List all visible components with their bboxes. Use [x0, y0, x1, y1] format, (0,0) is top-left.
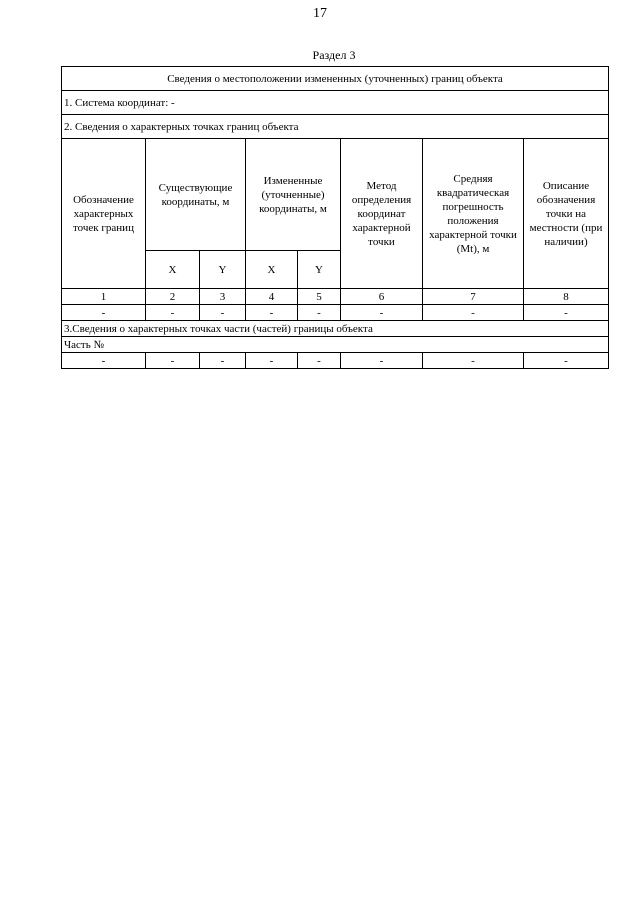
table-cell: - — [200, 353, 246, 369]
column-number: 4 — [246, 289, 298, 305]
header-changed-y: Y — [298, 251, 341, 289]
header-changed-x: X — [246, 251, 298, 289]
table-row — [62, 305, 609, 321]
table-cell: - — [524, 305, 609, 321]
table-cell: - — [423, 353, 524, 369]
table-cell: - — [298, 305, 341, 321]
header-description: Описание обозначения точки на местности (при наличии) — [524, 139, 609, 289]
column-number: 7 — [423, 289, 524, 305]
table-cell: - — [246, 353, 298, 369]
table-cell: - — [146, 353, 200, 369]
header-designation: Обозначение характерных точек границ — [62, 139, 146, 289]
table-cell: - — [524, 353, 609, 369]
column-numbers-row — [62, 289, 609, 305]
boundary-points-table — [61, 66, 609, 369]
table-row — [62, 353, 609, 369]
page-number: 17 — [313, 6, 327, 21]
header-existing-coords: Существующие координаты, м — [146, 139, 246, 251]
column-number: 5 — [298, 289, 341, 305]
table-cell: - — [146, 305, 200, 321]
parts-heading: 3.Сведения о характерных точках части (частей) границы объекта — [62, 321, 609, 337]
column-number: 1 — [62, 289, 146, 305]
column-number: 2 — [146, 289, 200, 305]
coordinate-system: 1. Система координат: - — [62, 91, 609, 115]
header-existing-y: Y — [200, 251, 246, 289]
table-title: Сведения о местоположении измененных (уточненных) границ объекта — [62, 67, 609, 91]
header-method: Метод определения координат характерной точки — [341, 139, 423, 289]
table-cell: - — [341, 305, 423, 321]
table-cell: - — [62, 353, 146, 369]
table-cell: - — [246, 305, 298, 321]
table-cell: - — [423, 305, 524, 321]
column-number: 3 — [200, 289, 246, 305]
table-cell: - — [341, 353, 423, 369]
points-heading: 2. Сведения о характерных точках границ объекта — [62, 115, 609, 139]
column-number: 6 — [341, 289, 423, 305]
column-number: 8 — [524, 289, 609, 305]
header-existing-x: X — [146, 251, 200, 289]
section-label: Раздел 3 — [312, 48, 356, 62]
header-accuracy: Средняя квадратическая погрешность положения характерной точки (Mt), м — [423, 139, 524, 289]
table-cell: - — [298, 353, 341, 369]
table-cell: - — [62, 305, 146, 321]
table-cell: - — [200, 305, 246, 321]
header-changed-coords: Измененные (уточненные) координаты, м — [246, 139, 341, 251]
part-label: Часть № — [62, 337, 609, 353]
